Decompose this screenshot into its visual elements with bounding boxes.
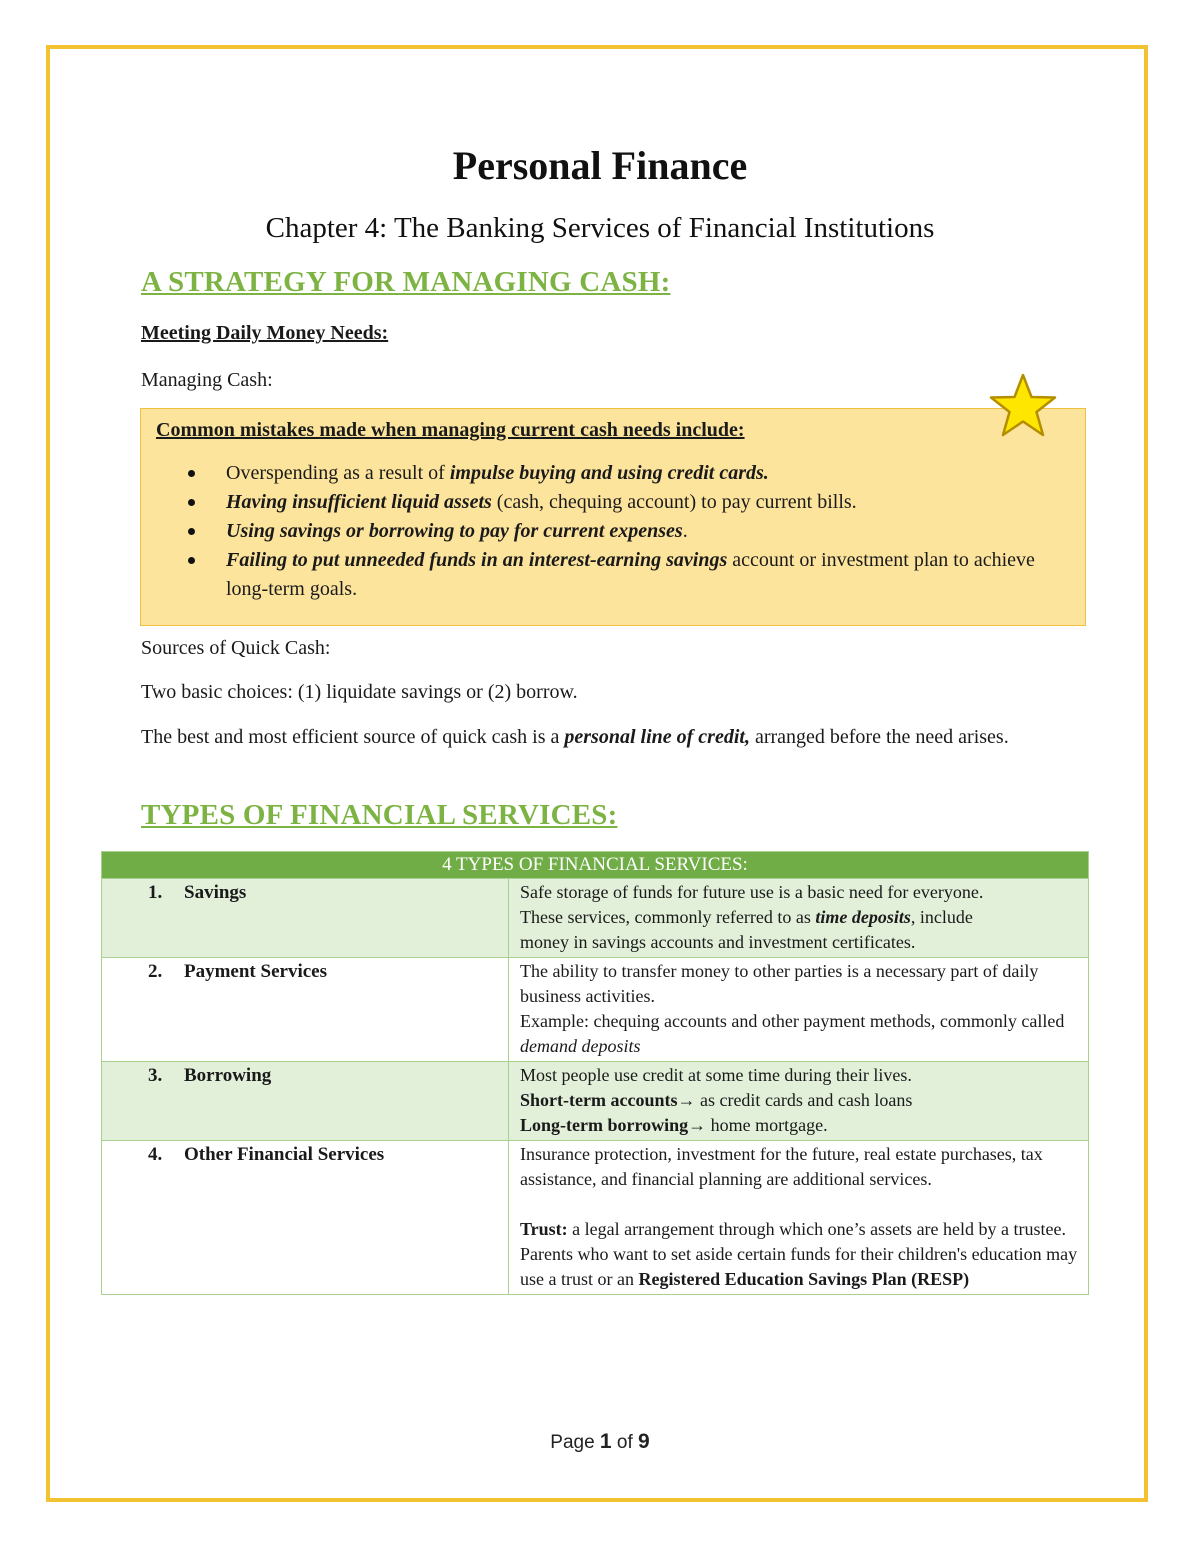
- page-number: Page 1 of 9: [550, 1430, 650, 1453]
- mistakes-list: [186, 459, 1056, 604]
- list-item: Using savings or borrowing to pay for current expenses.: [186, 517, 1056, 546]
- service-description: The ability to transfer money to other parties is a necessary part of daily business activities. Example: chequing accounts and other payment methods, commonly called demand deposits: [509, 958, 1089, 1062]
- table-header-row: [102, 852, 1089, 879]
- list-item: Overspending as a result of impulse buying and using credit cards.: [186, 459, 1056, 488]
- section-heading-services: TYPES OF FINANCIAL SERVICES:: [141, 799, 618, 831]
- document-subtitle: Chapter 4: The Banking Services of Financial Institutions: [265, 212, 935, 244]
- service-description: Insurance protection, investment for the future, real estate purchases, tax assistance, and financial planning are additional services. Trust: a legal arrangement through which one’s assets are held by a trustee. Parents who want to set aside certain funds for their children's education may use a trust or an Registered Education Savings Plan (RESP): [509, 1141, 1089, 1295]
- table-title: 4 TYPES OF FINANCIAL SERVICES:: [102, 852, 1089, 879]
- table-row: [102, 1141, 1089, 1295]
- managing-cash-label: Managing Cash:: [141, 369, 273, 391]
- service-description: Most people use credit at some time during their lives. Short-term accounts→ as credit cards and cash loans Long-term borrowing→ home mortgage.: [509, 1062, 1089, 1141]
- table-row: [102, 958, 1089, 1062]
- service-name: 1. Savings: [102, 879, 509, 958]
- list-item: Having insufficient liquid assets (cash, chequing account) to pay current bills.: [186, 488, 1056, 517]
- services-table: [101, 851, 1089, 1295]
- best-source-text: The best and most efficient source of quick cash is a personal line of credit, arranged before the need arises.: [141, 726, 1009, 748]
- table-row: [102, 1062, 1089, 1141]
- service-name: 2. Payment Services: [102, 958, 509, 1062]
- document-title: Personal Finance: [452, 143, 748, 188]
- star-icon: [986, 372, 1060, 438]
- basic-choices-text: Two basic choices: (1) liquidate savings or (2) borrow.: [141, 681, 578, 703]
- list-item: Failing to put unneeded funds in an interest-earning savings account or investment plan to achieve long-term goals.: [186, 546, 1056, 604]
- section-heading-strategy: A STRATEGY FOR MANAGING CASH:: [141, 266, 671, 298]
- service-name: 3. Borrowing: [102, 1062, 509, 1141]
- quick-cash-label: Sources of Quick Cash:: [141, 637, 331, 659]
- arrow-icon: →: [688, 1115, 707, 1135]
- table-row: [102, 879, 1089, 958]
- service-name: 4. Other Financial Services: [102, 1141, 509, 1295]
- meeting-needs-heading: Meeting Daily Money Needs:: [141, 322, 389, 344]
- arrow-icon: →: [677, 1090, 696, 1110]
- service-description: Safe storage of funds for future use is a basic need for everyone. These services, commonly referred to as time deposits, include money in savings accounts and investment certificates.: [509, 879, 1089, 958]
- callout-title: Common mistakes made when managing current cash needs include:: [156, 419, 745, 441]
